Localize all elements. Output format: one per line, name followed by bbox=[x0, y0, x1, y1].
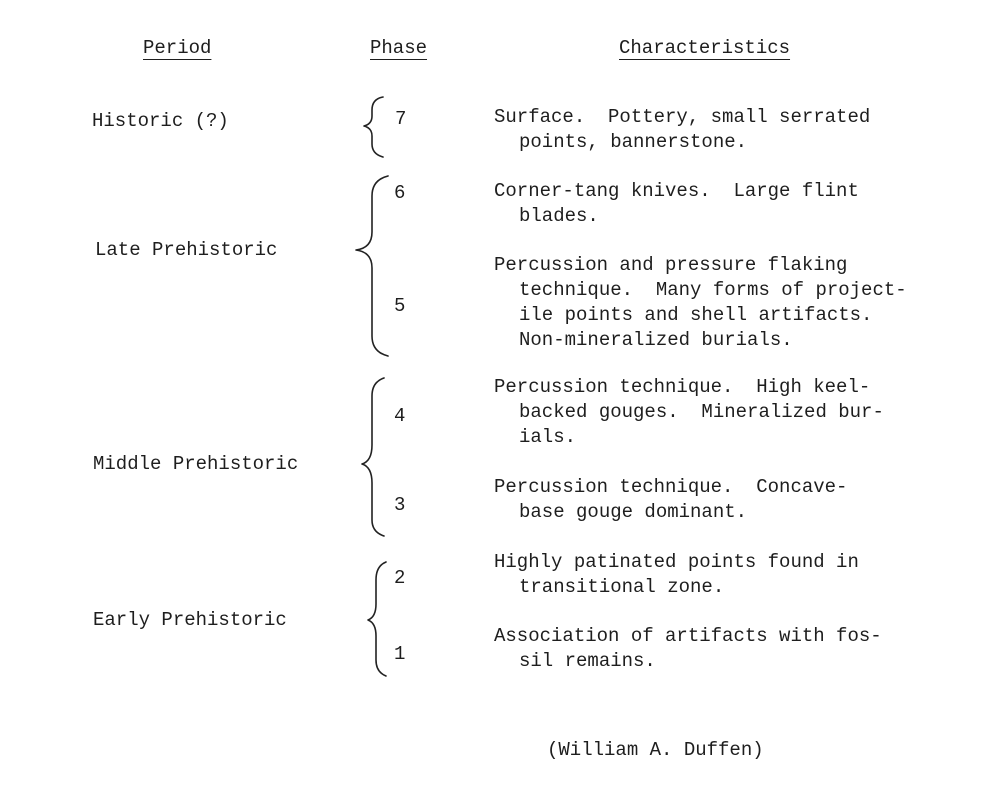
phase-number-2: 2 bbox=[394, 567, 406, 589]
brace-early-prehistoric bbox=[368, 562, 386, 676]
header-period: Period bbox=[143, 37, 212, 59]
characteristics-phase-2 bbox=[494, 550, 964, 600]
phase-number-6: 6 bbox=[394, 182, 406, 204]
characteristics-phase-4 bbox=[494, 375, 964, 450]
phase-number-3: 3 bbox=[394, 494, 406, 516]
characteristics-phase-3 bbox=[494, 475, 964, 525]
characteristics-phase-1 bbox=[494, 624, 964, 674]
characteristics-phase-5 bbox=[494, 253, 964, 353]
characteristics-line: Non-mineralized burials. bbox=[519, 329, 793, 351]
characteristics-line: transitional zone. bbox=[519, 576, 725, 598]
period-late-prehistoric: Late Prehistoric bbox=[95, 239, 278, 261]
characteristics-line: Percussion technique. High keel- bbox=[494, 376, 871, 398]
phase-number-7: 7 bbox=[395, 108, 407, 130]
brace-late-prehistoric bbox=[356, 176, 388, 356]
characteristics-line: ials. bbox=[519, 426, 577, 448]
characteristics-line: points, bannerstone. bbox=[519, 131, 748, 153]
phase-number-4: 4 bbox=[394, 405, 406, 427]
period-middle-prehistoric: Middle Prehistoric bbox=[93, 453, 299, 475]
characteristics-line: Association of artifacts with fos- bbox=[494, 625, 882, 647]
characteristics-line: technique. Many forms of project- bbox=[519, 279, 907, 301]
phase-number-1: 1 bbox=[394, 643, 406, 665]
characteristics-line: Percussion and pressure flaking bbox=[494, 254, 848, 276]
period-historic: Historic (?) bbox=[92, 110, 229, 132]
brace-middle-prehistoric bbox=[362, 378, 384, 536]
characteristics-line: base gouge dominant. bbox=[519, 501, 748, 523]
characteristics-line: sil remains. bbox=[519, 650, 656, 672]
header-phase: Phase bbox=[370, 37, 428, 59]
characteristics-line: ile points and shell artifacts. bbox=[519, 304, 873, 326]
characteristics-phase-6 bbox=[494, 179, 964, 229]
characteristics-line: Surface. Pottery, small serrated bbox=[494, 106, 871, 128]
characteristics-line: backed gouges. Mineralized bur- bbox=[519, 401, 884, 423]
author-credit: (William A. Duffen) bbox=[547, 739, 764, 761]
brace-historic bbox=[364, 97, 383, 157]
characteristics-line: blades. bbox=[519, 205, 599, 227]
characteristics-line: Corner-tang knives. Large flint bbox=[494, 180, 859, 202]
header-characteristics: Characteristics bbox=[619, 37, 791, 59]
phase-number-5: 5 bbox=[394, 295, 406, 317]
characteristics-line: Percussion technique. Concave- bbox=[494, 476, 848, 498]
characteristics-line: Highly patinated points found in bbox=[494, 551, 859, 573]
characteristics-phase-7 bbox=[494, 105, 964, 155]
period-early-prehistoric: Early Prehistoric bbox=[93, 609, 287, 631]
